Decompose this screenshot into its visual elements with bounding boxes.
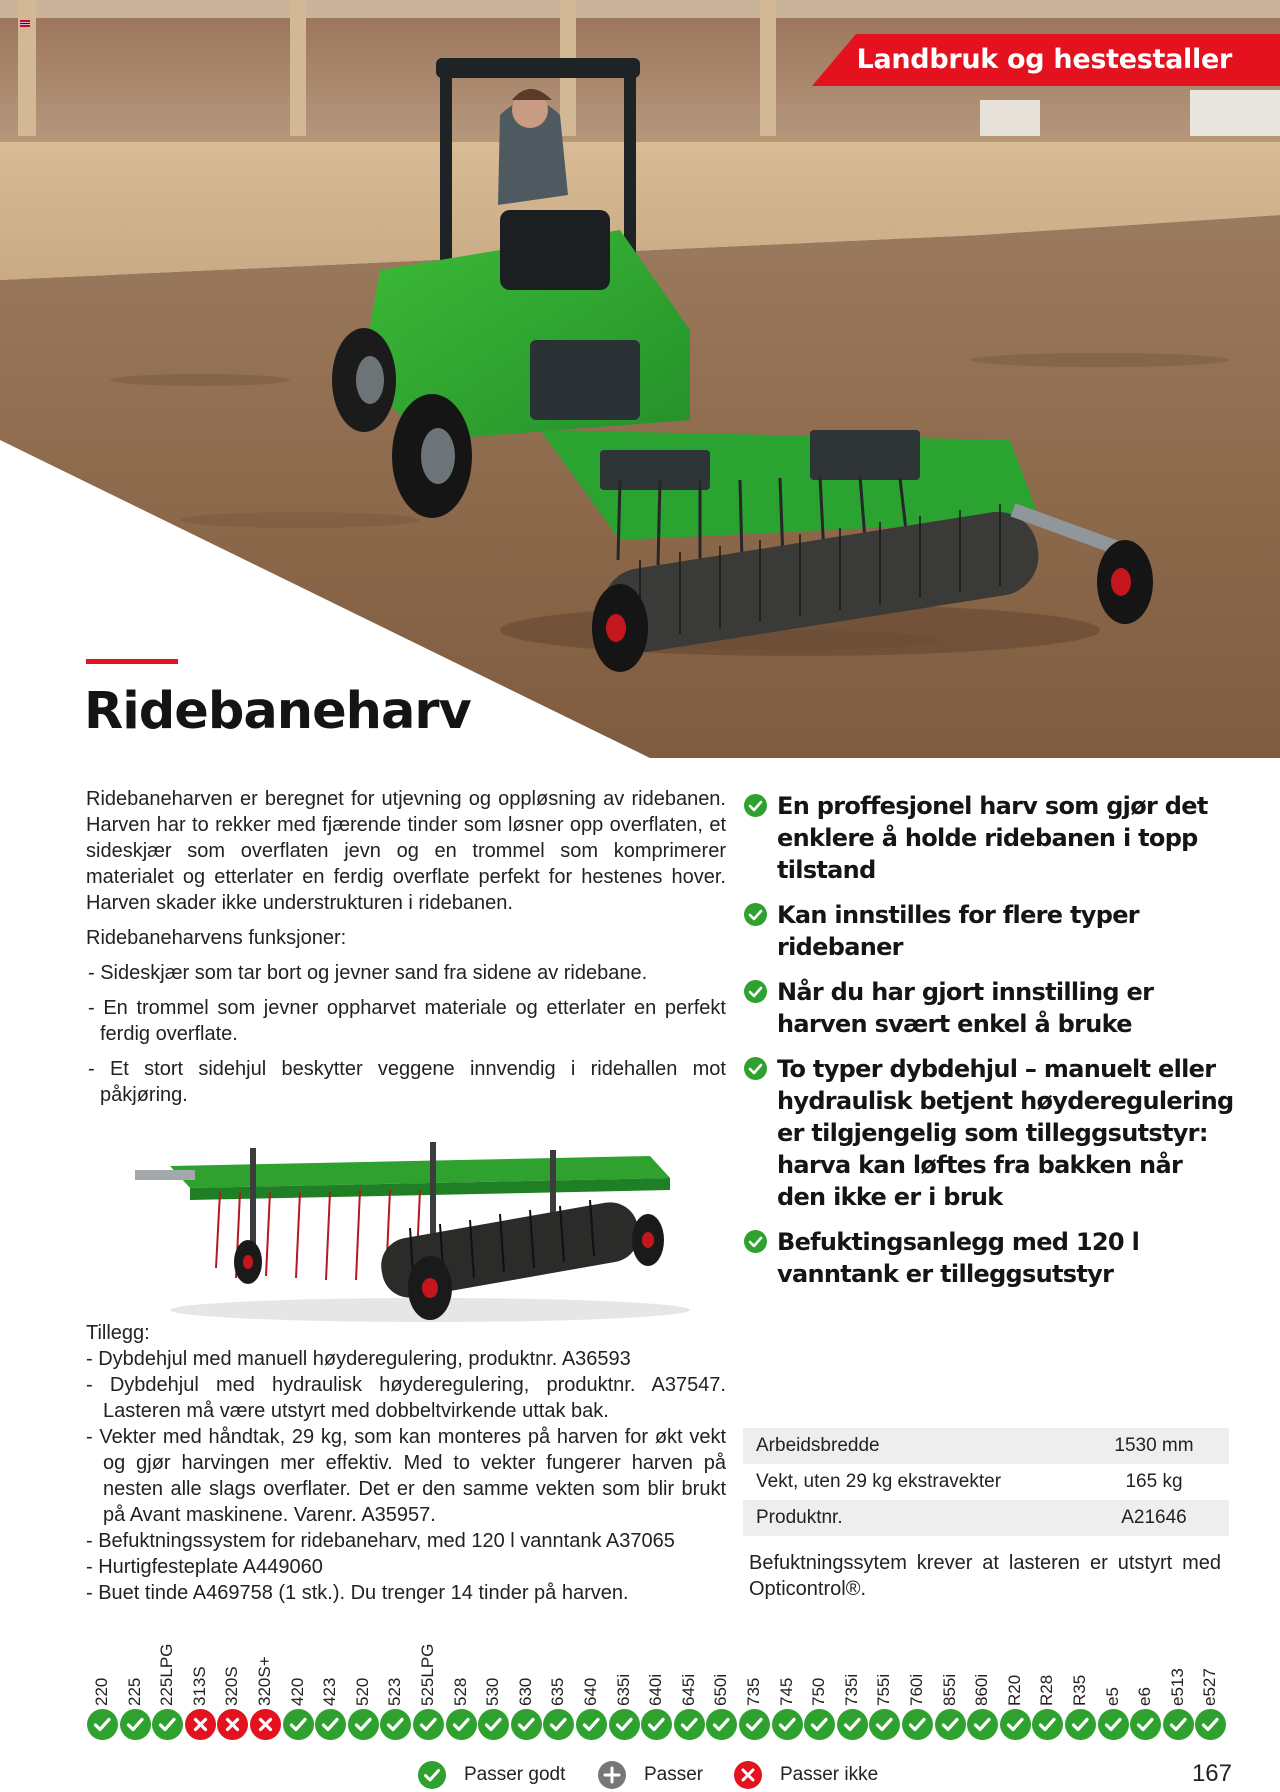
spec-row xyxy=(743,1500,1229,1536)
model-name: 320S xyxy=(222,1666,242,1706)
model-r35 xyxy=(1065,1610,1097,1706)
feature-item xyxy=(744,976,1234,1040)
model-r20 xyxy=(1000,1610,1032,1706)
feature-item xyxy=(744,790,1234,886)
feature-item xyxy=(744,1053,1234,1213)
category-banner xyxy=(812,34,1280,86)
check-circle-icon xyxy=(837,1709,868,1740)
model-name: 735 xyxy=(744,1677,763,1706)
model-420 xyxy=(283,1610,315,1706)
model-name: e527 xyxy=(1200,1668,1220,1706)
model-523 xyxy=(380,1610,412,1706)
check-circle-icon xyxy=(609,1709,640,1740)
model-630 xyxy=(511,1610,543,1706)
model-name: 320S+ xyxy=(255,1656,274,1706)
page-number: 167 xyxy=(1191,1760,1232,1787)
model-750 xyxy=(804,1610,836,1706)
model-name: 745 xyxy=(776,1677,796,1706)
legend-label-ok: Passer godt xyxy=(464,1764,566,1785)
check-circle-icon xyxy=(744,1057,767,1080)
spec-note: Befuktningssytem krever at lasteren er utstyrt med Opticontrol®. xyxy=(749,1552,1221,1600)
check-circle-icon xyxy=(902,1709,933,1740)
model-name: 755i xyxy=(874,1673,894,1706)
spec-label: Arbeidsbredde xyxy=(743,1428,1079,1464)
model-name: 520 xyxy=(352,1677,372,1706)
model-name: 640 xyxy=(581,1677,600,1706)
accessory-item: - Buet tinde A469758 (1 stk.). Du trenger 14 tinder på harven. xyxy=(86,1582,629,1604)
check-circle-icon xyxy=(641,1709,672,1740)
accessories-section xyxy=(86,1320,726,1606)
model-640i xyxy=(641,1610,673,1706)
check-circle-icon xyxy=(744,1230,767,1253)
accessories-heading: Tillegg: xyxy=(86,1322,150,1344)
check-circle-icon xyxy=(120,1709,151,1740)
legend xyxy=(0,1760,1280,1790)
check-circle-icon xyxy=(1000,1709,1031,1740)
model-860i xyxy=(967,1610,999,1706)
model-name: 735i xyxy=(841,1673,861,1706)
check-circle-icon xyxy=(674,1709,705,1740)
check-circle-icon xyxy=(380,1709,411,1740)
model-760i xyxy=(902,1610,934,1706)
model-name: 420 xyxy=(287,1677,307,1706)
feature-text: Kan innstilles for flere typer ridebaner xyxy=(777,901,1139,961)
model-735i xyxy=(837,1610,869,1706)
check-circle-icon xyxy=(283,1709,314,1740)
model-name: 650i xyxy=(711,1673,731,1706)
feature-item xyxy=(744,1226,1234,1290)
model-e513 xyxy=(1163,1610,1195,1706)
title-accent-rule xyxy=(86,659,178,664)
model-640 xyxy=(576,1610,608,1706)
model-220 xyxy=(87,1610,119,1706)
model-name: R35 xyxy=(1070,1674,1089,1706)
hero-photo xyxy=(0,0,1280,758)
model-name: 640i xyxy=(646,1673,666,1706)
flag-icon xyxy=(20,20,30,27)
model-name: 225 xyxy=(124,1677,144,1706)
check-circle-icon xyxy=(315,1709,346,1740)
accessory-item: - Dybdehjul med hydraulisk høyderegulering, produktnr. A37547. Lasteren må være utstyrt med dobbeltvirkende uttak bak. xyxy=(86,1374,726,1422)
legend-label-no: Passer ikke xyxy=(780,1764,879,1785)
spec-row xyxy=(743,1428,1229,1464)
model-645i xyxy=(674,1610,706,1706)
check-circle-icon xyxy=(1195,1709,1226,1740)
model-name: 630 xyxy=(515,1677,535,1706)
model-name: 423 xyxy=(320,1677,340,1706)
check-circle-icon xyxy=(744,903,767,926)
model-name: 225LPG xyxy=(157,1643,177,1706)
cross-circle-icon xyxy=(217,1709,248,1740)
feature-text: To typer dybdehjul – manuelt eller hydraulisk betjent høyderegulering er tilgjengelig som tilleggsutstyr: harva kan løftes fra bakken når den ikke er i bruk xyxy=(777,1055,1234,1211)
check-circle-icon xyxy=(1163,1709,1194,1740)
accessory-item: - Befuktningssystem for ridebaneharv, med 120 l vanntank A37065 xyxy=(86,1530,675,1552)
check-circle-icon xyxy=(576,1709,607,1740)
model-name: e5 xyxy=(1102,1687,1122,1706)
feature-text: Når du har gjort innstilling er harven svært enkel å bruke xyxy=(777,978,1154,1038)
cross-circle-icon xyxy=(250,1709,281,1740)
model-name: e6 xyxy=(1135,1687,1155,1706)
model-530 xyxy=(478,1610,510,1706)
function-item: - En trommel som jevner oppharvet materiale og etterlater en perfekt ferdig overflate. xyxy=(88,997,726,1045)
model-name: 525LPG xyxy=(418,1643,437,1706)
model-name: R20 xyxy=(1004,1674,1024,1706)
check-circle-icon xyxy=(772,1709,803,1740)
feature-text: En proffesjonel harv som gjør det enklere å holde ridebanen i topp tilstand xyxy=(777,792,1208,884)
model-755i xyxy=(869,1610,901,1706)
model-735 xyxy=(739,1610,771,1706)
model-name: 860i xyxy=(972,1673,992,1706)
functions-heading: Ridebaneharvens funksjoner: xyxy=(86,927,347,949)
model-name: 523 xyxy=(385,1677,405,1706)
spec-label: Produktnr. xyxy=(743,1500,1079,1536)
model-name: 635i xyxy=(613,1673,633,1706)
plus-circle-icon xyxy=(598,1761,626,1789)
check-circle-icon xyxy=(1098,1709,1129,1740)
model-635i xyxy=(609,1610,641,1706)
check-circle-icon xyxy=(511,1709,542,1740)
description-column xyxy=(86,786,726,1108)
accessory-item: - Vekter med håndtak, 29 kg, som kan monteres på harven for økt vekt og gjør harvingen mer effektiv. Med to vekter fungerer harven på nesten alle slags overflater. Det er den samme vekten som blir brukt på Avant maskinene. Varenr. A35957. xyxy=(86,1426,726,1526)
check-circle-icon xyxy=(152,1709,183,1740)
model-compatibility-strip xyxy=(87,1610,1233,1742)
spec-row xyxy=(743,1464,1229,1500)
cross-circle-icon xyxy=(734,1761,762,1789)
feature-text: Befuktingsanlegg med 120 l vanntank er tilleggsutstyr xyxy=(777,1228,1140,1288)
model-r28 xyxy=(1032,1610,1064,1706)
diagonal-page-cut xyxy=(0,0,1280,758)
intro-paragraph: Ridebaneharven er beregnet for utjevning og oppløsning av ridebanen. Harven har to rekker med fjærende tinder som løsner opp overflaten, et sideskjær som overflaten jevn og en trommel som komprimerer materialet og etterlater en ferdig overflate perfekt for hestenes hover. Harven skader ikke understrukturen i ridebanen. xyxy=(86,788,726,914)
check-circle-icon xyxy=(446,1709,477,1740)
model-e6 xyxy=(1130,1610,1162,1706)
check-circle-icon xyxy=(1065,1709,1096,1740)
check-circle-icon xyxy=(804,1709,835,1740)
check-circle-icon xyxy=(1130,1709,1161,1740)
model-225 xyxy=(120,1610,152,1706)
model-name: 530 xyxy=(483,1677,503,1706)
check-circle-icon xyxy=(869,1709,900,1740)
model-520 xyxy=(348,1610,380,1706)
spec-value: A21646 xyxy=(1079,1500,1229,1536)
check-circle-icon xyxy=(478,1709,509,1740)
check-circle-icon xyxy=(739,1709,770,1740)
model-635 xyxy=(543,1610,575,1706)
model-423 xyxy=(315,1610,347,1706)
feature-item xyxy=(744,899,1234,963)
model-528 xyxy=(446,1610,478,1706)
model-name: 313S xyxy=(189,1666,209,1706)
check-circle-icon xyxy=(348,1709,379,1740)
specs-table xyxy=(743,1428,1229,1536)
model-650i xyxy=(706,1610,738,1706)
check-circle-icon xyxy=(935,1709,966,1740)
model-name: 750 xyxy=(809,1677,829,1706)
model-525lpg xyxy=(413,1610,445,1706)
model-name: 760i xyxy=(907,1673,926,1706)
check-circle-icon xyxy=(543,1709,574,1740)
check-circle-icon xyxy=(87,1709,118,1740)
model-name: 220 xyxy=(92,1677,111,1706)
model-320s xyxy=(217,1610,249,1706)
functions-list xyxy=(86,960,726,1108)
check-circle-icon xyxy=(413,1709,444,1740)
feature-list xyxy=(744,790,1234,1303)
check-circle-icon xyxy=(1032,1709,1063,1740)
check-circle-icon xyxy=(418,1761,446,1789)
harrow-product-photo xyxy=(130,1128,700,1326)
check-circle-icon xyxy=(967,1709,998,1740)
model-225lpg xyxy=(152,1610,184,1706)
check-circle-icon xyxy=(706,1709,737,1740)
accessories-list xyxy=(86,1346,726,1606)
model-e5 xyxy=(1098,1610,1130,1706)
accessory-item: - Hurtigfesteplate A449060 xyxy=(86,1556,323,1578)
legend-label-partial: Passer xyxy=(644,1764,704,1785)
model-320s+ xyxy=(250,1610,282,1706)
spec-value: 165 kg xyxy=(1125,1471,1183,1492)
model-745 xyxy=(772,1610,804,1706)
check-circle-icon xyxy=(744,794,767,817)
model-name: e513 xyxy=(1167,1668,1187,1706)
model-name: R28 xyxy=(1037,1674,1057,1706)
spec-value: 1530 mm xyxy=(1079,1428,1229,1464)
model-name: 855i xyxy=(939,1673,959,1706)
spec-label: Vekt, uten 29 kg ekstravekter xyxy=(756,1471,1002,1492)
accessory-item: - Dybdehjul med manuell høyderegulering, produktnr. A36593 xyxy=(86,1348,631,1370)
model-e527 xyxy=(1195,1610,1227,1706)
model-name: 645i xyxy=(678,1673,698,1706)
function-item: - Sideskjær som tar bort og jevner sand fra sidene av ridebane. xyxy=(88,962,648,984)
model-name: 528 xyxy=(450,1677,470,1706)
model-313s xyxy=(185,1610,217,1706)
cross-circle-icon xyxy=(185,1709,216,1740)
model-name: 635 xyxy=(548,1677,568,1706)
check-circle-icon xyxy=(744,980,767,1003)
model-855i xyxy=(935,1610,967,1706)
page-title: Ridebaneharv xyxy=(84,682,471,741)
category-label: Landbruk og hestestaller xyxy=(856,44,1232,75)
function-item: - Et stort sidehjul beskytter veggene innvendig i ridehallen mot påkjøring. xyxy=(88,1058,726,1106)
